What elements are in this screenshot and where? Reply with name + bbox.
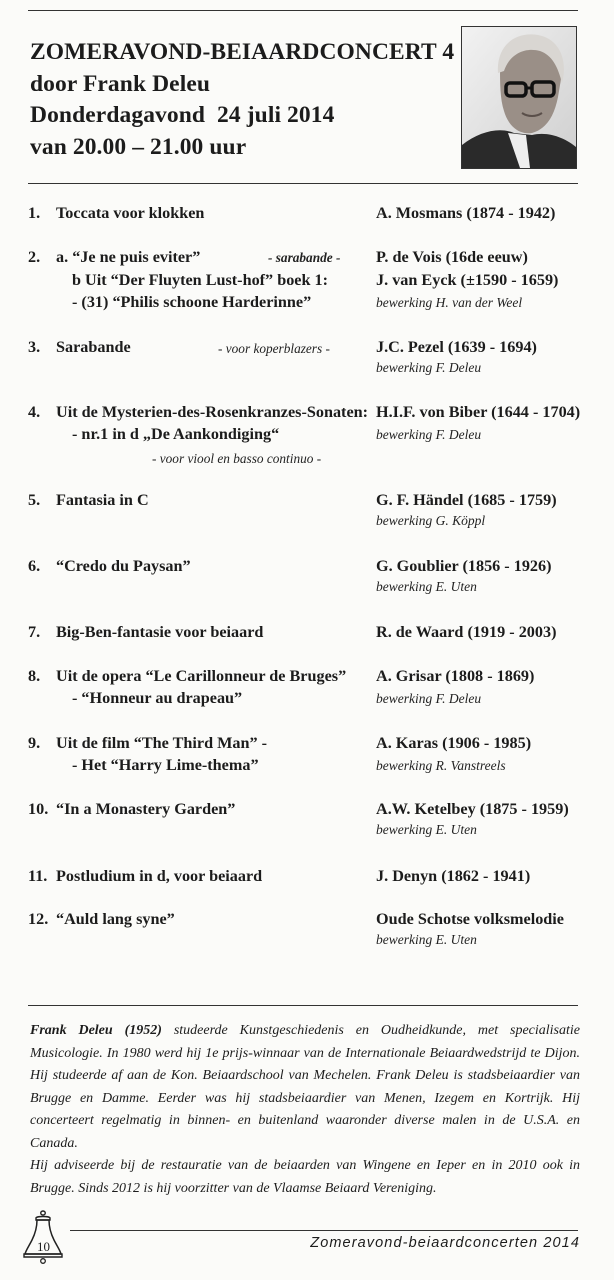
work-title: “Credo du Paysan” [56,557,191,575]
date-line: Donderdagavond 24 juli 2014 [30,102,335,128]
footer-series-title: Zomeravond-beiaardconcerten 2014 [310,1235,580,1251]
composer: J. Denyn (1862 - 1941) [376,867,531,885]
work-title: Fantasia in C [56,491,149,509]
top-rule [28,10,578,11]
work-title: Toccata voor klokken [56,204,205,222]
work-title: Uit de film “The Third Man” - [56,734,268,752]
work-title: - nr.1 in d „De Aankondiging“ [72,425,280,443]
composer: Oude Schotse volksmelodie [376,910,564,928]
performer-biography: Frank Deleu (1952) studeerde Kunstgeschiedenis en Oudheidkunde, met specialisatie Musicologie. In 1980 werd hij 1e prijs-winnaar van de Internationale Beiaardwedstrijd te Dijon. Hij studeerde af aan de Kon. Beiaardschool van Mechelen. Frank Deleu is stadsbeiaardier van Brugge en Damme. Eerder was hij stadsbeiaardier van Menen, Izegem en Kortrijk. Hij concerteert regelmatig in binnen- en buitenland waaronder diverse malen in de U.S.A. en Canada. Hij adviseerde bij de restauratie van de beiaarden van Wingene en Ieper en in 2010 ook in Brugge. Sinds 2012 is hij voorzitter van de Vlaamse Beiaard Vereniging. [30,1023,581,1196]
portrait-photo [461,26,577,169]
composer: R. de Waard (1919 - 2003) [376,623,557,641]
arrangement: bewerking F. Deleu [376,427,482,442]
composer: A.W. Ketelbey (1875 - 1959) [376,800,569,818]
arrangement: bewerking H. van der Weel [376,295,523,310]
composer: G. Goublier (1856 - 1926) [376,557,552,575]
time-line: van 20.00 – 21.00 uur [30,133,247,160]
concert-header [30,37,455,163]
work-title: b Uit “Der Fluyten Lust-hof” boek 1: [72,271,329,289]
work-title: Uit de Mysterien-des-Rosenkranzes-Sonaten: [56,403,369,421]
arrangement: bewerking E. Uten [376,579,477,594]
arrangement: bewerking E. Uten [376,932,477,947]
work-title: “Auld lang syne” [56,910,175,928]
work-title: Sarabande [56,338,131,356]
work-title: Uit de opera “Le Carillonneur de Bruges” [56,667,347,685]
composer: A. Grisar (1808 - 1869) [376,667,535,685]
work-title: - (31) “Philis schoone Harderinne” [72,293,312,311]
performer-line: door Frank Deleu [30,70,211,97]
composer: A. Karas (1906 - 1985) [376,734,532,752]
arrangement: bewerking G. Köppl [376,513,486,528]
composer: A. Mosmans (1874 - 1942) [376,204,556,222]
work-title: Postludium in d, voor beiaard [56,867,263,885]
footer-rule [70,1230,578,1231]
work-note: - sarabande - [268,250,341,265]
header-rule [28,183,578,184]
work-title: - “Honneur au drapeau” [72,689,243,707]
concert-title: ZOMERAVOND-BEIAARDCONCERT 4 [30,39,455,65]
composer: H.I.F. von Biber (1644 - 1704) [376,403,581,421]
work-title: - Het “Harry Lime-thema” [72,756,259,774]
arrangement: bewerking E. Uten [376,822,477,837]
work-note: - voor viool en basso continuo - [152,451,322,466]
work-title: a. “Je ne puis eviter” [56,248,201,266]
work-note: - voor koperblazers - [218,341,330,356]
composer: J. van Eyck (±1590 - 1659) [376,271,559,289]
arrangement: bewerking R. Vanstreels [376,758,506,773]
work-title: “In a Monastery Garden” [56,800,236,818]
arrangement: bewerking F. Deleu [376,691,482,706]
composer: P. de Vois (16de eeuw) [376,248,528,266]
composer: G. F. Händel (1685 - 1759) [376,491,557,509]
work-title: Big-Ben-fantasie voor beiaard [56,623,264,641]
arrangement: bewerking F. Deleu [376,360,482,375]
page-number: 10 [37,1239,50,1254]
composer: J.C. Pezel (1639 - 1694) [376,338,537,356]
bio-rule [28,1005,578,1006]
bio-name: Frank Deleu (1952) [30,1023,162,1038]
